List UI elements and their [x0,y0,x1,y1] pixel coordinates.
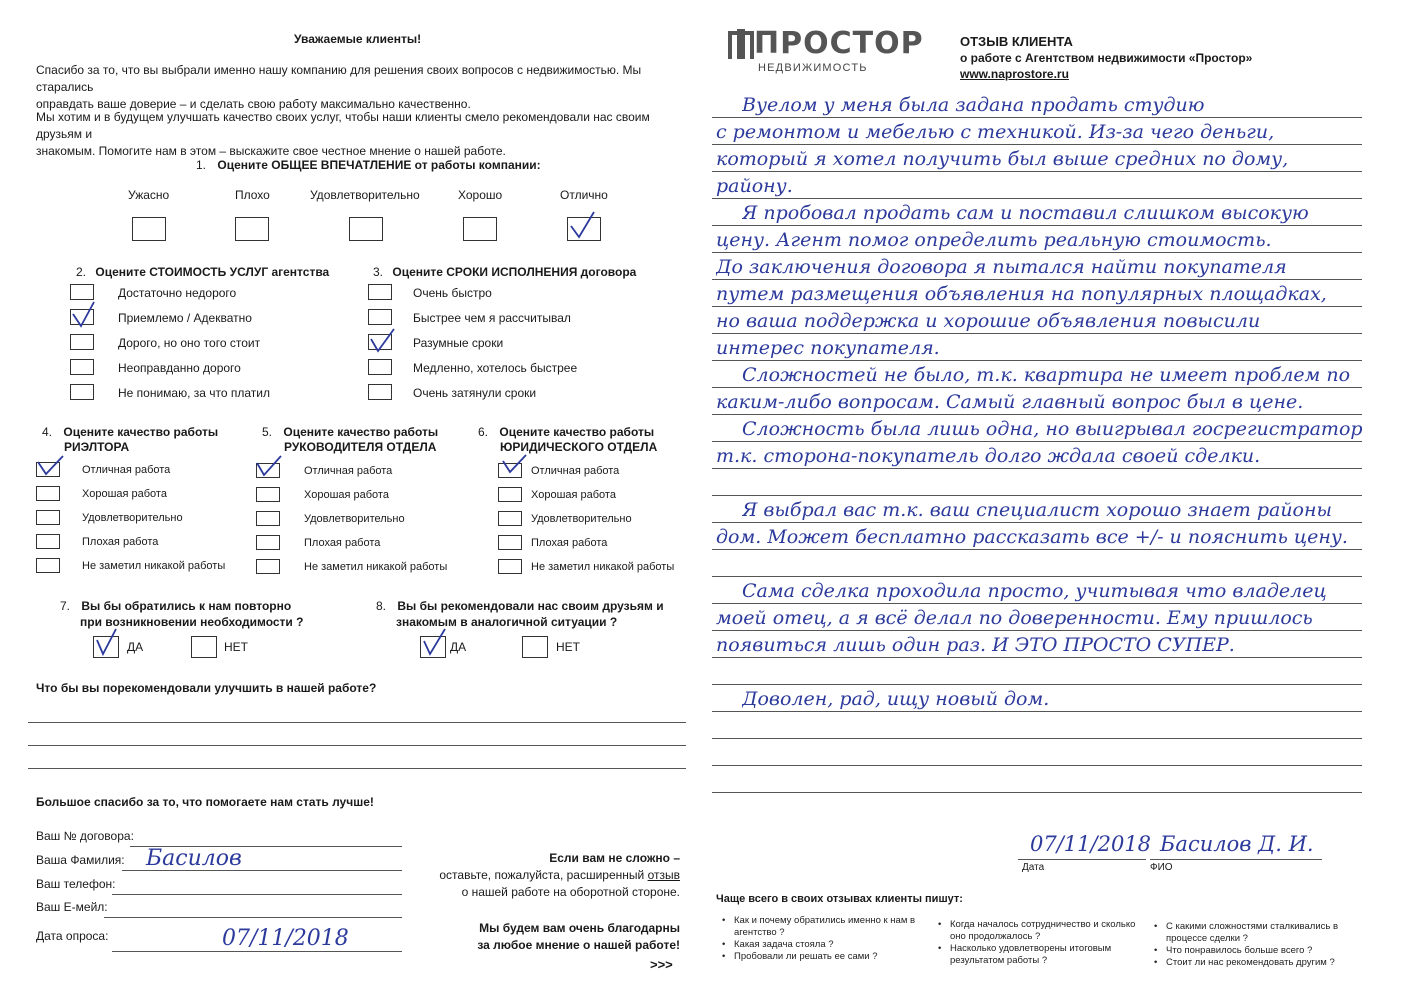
q2-label: Оцените СТОИМОСТЬ УСЛУГ агентства [95,265,330,279]
review-rule-line[interactable] [712,360,1362,361]
q6-option-label: Не заметил никакой работы [531,561,675,573]
q3-checkbox[interactable] [368,309,392,325]
q2-checkbox[interactable] [70,384,94,400]
hints-column-1 [734,915,924,963]
cta-line: Если вам не сложно – [549,851,680,865]
review-handwritten-line: району. [716,175,793,197]
review-handwritten-line: моей отец, а я всё делал по доверенности. Ему пришлось [716,607,1313,629]
q4-label: РИЭЛТОРА [64,440,130,454]
survey-date-handwritten: 07/11/2018 [222,926,349,951]
q5-label: РУКОВОДИТЕЛЯ ОТДЕЛА [284,440,437,454]
check-mark-icon [70,300,98,330]
q6-checkbox[interactable] [498,535,522,550]
review-handwritten-line: Сложностей не было, т.к. квартира не имеет проблем по [742,364,1351,386]
q3-option-label: Разумные сроки [413,336,504,350]
q2-number: 2. [76,265,87,279]
q1-title [196,158,541,172]
email-field[interactable] [104,917,402,918]
check-mark-icon [568,210,596,240]
review-rule-line[interactable] [712,225,1362,226]
q4-option-label: Плохая работа [82,536,159,548]
intro-paragraph-1 [36,62,676,113]
q1-option-label: Плохо [235,188,270,202]
q4-option-label: Хорошая работа [82,488,167,500]
check-mark-icon [421,628,449,658]
review-rule-line[interactable] [712,495,1362,496]
review-handwritten-line: но ваша поддержка и хорошие объявления повысили [716,310,1261,332]
hints-column-2 [950,919,1140,967]
hint-item: • Пробовали ли решать ее сами ? [734,951,924,963]
q1-option-label: Отлично [560,188,608,202]
signature-name-handwritten: Басилов Д. И. [1160,832,1314,856]
q4-option-label: Не заметил никакой работы [82,560,226,572]
signature-name-label: ФИО [1150,862,1173,873]
q5-number: 5. [262,425,273,439]
q5-label: Оцените качество работы [283,425,439,439]
q7-checkbox-no[interactable] [191,636,217,658]
hint-item: • Насколько удовлетворены итоговым результатом работы ? [950,943,1140,967]
hints-column-3 [1166,921,1356,969]
logo-text: ПРОСТОР [754,26,924,61]
review-rule-line[interactable] [712,414,1362,415]
review-rule-line[interactable] [712,603,1362,604]
review-rule-line[interactable] [712,792,1362,793]
review-rule-line[interactable] [712,117,1362,118]
q6-number: 6. [478,425,489,439]
grateful-line: Мы будем вам очень благодарны [479,921,680,935]
contract-label: Ваш № договора: [36,829,134,843]
review-rule-line[interactable] [712,711,1362,712]
check-mark-icon [254,453,282,483]
review-handwritten-line: который я хотел получить был выше средних по дому, [716,148,1289,170]
review-handwritten-line: Сложность была лишь одна, но выигрывал госрегистратор [742,418,1363,440]
logo-mark-icon [728,29,754,59]
signature-date-field[interactable] [1018,859,1146,860]
q7-label: при возникновении необходимости ? [80,615,304,629]
review-handwritten-line: с ремонтом и мебелью с техникой. Из-за чего деньги, [716,121,1275,143]
q5-checkbox[interactable] [256,487,280,502]
logo-subtitle: НЕДВИЖИМОСТЬ [758,62,868,74]
q1-option-label: Удовлетворительно [310,188,420,202]
q5-checkbox[interactable] [256,511,280,526]
q1-number: 1. [196,158,207,172]
website-link[interactable]: www.naprostore.ru [960,67,1069,81]
improve-line[interactable] [28,722,686,723]
review-handwritten-line: Я пробовал продать сам и поставил слишком высокую [742,202,1309,224]
intro-line: Мы хотим и в будущем улучшать качество своих услуг, чтобы наши клиенты смело рекомендовали нас своим друзьям и [36,110,650,141]
hint-item: • Что понравилось больше всего ? [1166,945,1356,957]
q4-checkbox[interactable] [36,486,60,501]
signature-date-label: Дата [1022,862,1045,873]
review-rule-line[interactable] [712,522,1362,523]
review-rule-line[interactable] [712,252,1362,253]
review-rule-line[interactable] [712,171,1362,172]
q3-option-label: Очень быстро [413,286,492,300]
check-mark-icon [368,327,396,357]
q6-checkbox[interactable] [498,559,522,574]
review-handwritten-line: Я выбрал вас т.к. ваш специалист хорошо знает районы [742,499,1332,521]
review-handwritten-line: т.к. сторона-покупатель долго ждала своей сделки. [716,445,1261,467]
date-label: Дата опроса: [36,929,109,943]
q5-checkbox[interactable] [256,535,280,550]
q2-option-label: Дорого, но оно того стоит [118,336,261,350]
q6-checkbox[interactable] [498,511,522,526]
q4-number: 4. [42,425,53,439]
q1-checkbox-bad[interactable] [235,217,269,241]
review-rule-line[interactable] [712,630,1362,631]
review-link[interactable]: отзыв [647,868,680,882]
intro-line: Спасибо за то, что вы выбрали именно нашу компанию для решения своих вопросов с недвижимостью. Мы старались [36,63,642,94]
cta-line: о нашей работе на оборотной стороне. [461,885,680,899]
q7-title [60,598,303,630]
q5-option-label: Плохая работа [304,537,381,549]
q6-option-label: Отличная работа [531,465,620,477]
intro-paragraph-2 [36,109,676,160]
q3-option-label: Быстрее чем я рассчитывал [413,311,571,325]
q1-label: Оцените ОБЩЕЕ ВПЕЧАТЛЕНИЕ от работы компании: [217,158,541,172]
improve-line[interactable] [28,745,686,746]
arrows-icon: >>> [650,957,673,972]
q4-title [42,425,218,455]
review-rule-line[interactable] [712,684,1362,685]
cta-line: оставьте, пожалуйста, расширенный [439,868,645,882]
q1-checkbox-satisfactory[interactable] [349,217,383,241]
review-rule-line[interactable] [712,198,1362,199]
q6-title [478,425,657,455]
intro-line: знакомым. Помогите нам в этом – выскажите свое честное мнение о нашей работе. [36,144,506,158]
q3-number: 3. [373,265,384,279]
q6-option-label: Удовлетворительно [531,513,632,525]
signature-name-field[interactable] [1150,859,1322,860]
review-rule-line[interactable] [712,576,1362,577]
q2-checkbox[interactable] [70,284,94,300]
hint-item: • Как и почему обратились именно к нам в агентство ? [734,915,924,939]
review-rule-line[interactable] [712,549,1362,550]
q3-checkbox[interactable] [368,284,392,300]
q1-option-label: Хорошо [458,188,503,202]
q8-yes-label: ДА [450,640,467,654]
brand-logo [728,28,924,74]
review-header [960,34,1252,82]
date-field[interactable] [112,951,402,952]
q2-option-label: Приемлемо / Адекватно [118,311,252,325]
q1-checkbox-good[interactable] [463,217,497,241]
review-handwritten-line: Вуелом у меня была задана продать студию [742,94,1205,116]
q6-option-label: Хорошая работа [531,489,616,501]
q8-checkbox-no[interactable] [522,636,548,658]
q5-title [262,425,438,455]
q3-option-label: Очень затянули сроки [413,386,537,400]
q8-no-label: НЕТ [556,640,580,654]
q2-checkbox[interactable] [70,334,94,350]
email-label: Ваш Е-мейл: [36,900,108,914]
review-title: ОТЗЫВ КЛИЕНТА [960,34,1073,49]
hint-item: • Стоит ли нас рекомендовать другим ? [1166,957,1356,969]
q1-option-label: Ужасно [128,188,170,202]
review-rule-line[interactable] [712,657,1362,658]
q6-option-label: Плохая работа [531,537,608,549]
q2-checkbox[interactable] [70,359,94,375]
q2-option-label: Неоправданно дорого [118,361,241,375]
q6-label: ЮРИДИЧЕСКОГО ОТДЕЛА [500,440,658,454]
q8-label: знакомым в аналогичной ситуации ? [396,615,618,629]
thanks-text: Большое спасибо за то, что помогаете нам стать лучше! [36,795,374,809]
review-handwritten-line: Доволен, рад, ищу новый дом. [742,688,1050,710]
q4-label: Оцените качество работы [63,425,219,439]
cta-block [420,850,680,901]
review-handwritten-line: интерес покупателя. [716,337,940,359]
hint-item: • С какими сложностями сталкивались в процессе сделки ? [1166,921,1356,945]
phone-field[interactable] [112,894,402,895]
q5-option-label: Отличная работа [304,465,393,477]
greeting-title: Уважаемые клиенты! [294,32,422,46]
review-handwritten-line: каким-либо вопросам. Самый главный вопрос был в цене. [716,391,1304,413]
improve-label: Что бы вы порекомендовали улучшить в нашей работе? [36,681,377,695]
review-rule-line[interactable] [712,468,1362,469]
review-subtitle: о работе с Агентством недвижимости «Простор» [960,51,1253,65]
q8-title [376,598,664,630]
q3-label: Оцените СРОКИ ИСПОЛНЕНИЯ договора [392,265,637,279]
surname-handwritten: Басилов [146,846,242,871]
check-mark-icon [94,628,122,658]
q5-option-label: Хорошая работа [304,489,389,501]
check-mark-icon [36,452,64,482]
intro-line: оправдать ваше доверие – и сделать свою работу максимально качественно. [36,97,471,111]
review-handwritten-line: До заключения договора я пытался найти покупателя [716,256,1287,278]
q2-option-label: Достаточно недорого [118,286,237,300]
q4-option-label: Удовлетворительно [82,512,183,524]
q2-option-label: Не понимаю, за что платил [118,386,271,400]
q5-checkbox[interactable] [256,559,280,574]
q1-checkbox-awful[interactable] [132,217,166,241]
review-rule-line[interactable] [712,441,1362,442]
review-rule-line[interactable] [712,306,1362,307]
check-mark-icon [500,452,528,482]
review-rule-line[interactable] [712,765,1362,766]
q3-title [373,265,636,279]
q4-option-label: Отличная работа [82,464,171,476]
q7-yes-label: ДА [127,640,144,654]
review-rule-line[interactable] [712,387,1362,388]
q8-number: 8. [376,599,387,613]
grateful-line: за любое мнение о нашей работе! [477,938,680,952]
q5-option-label: Не заметил никакой работы [304,561,448,573]
q2-title [76,265,329,279]
review-rule-line[interactable] [712,279,1362,280]
signature-date-handwritten: 07/11/2018 [1030,832,1152,856]
q7-number: 7. [60,599,71,613]
q7-label: Вы бы обратились к нам повторно [81,599,292,613]
q6-label: Оцените качество работы [499,425,655,439]
phone-label: Ваш телефон: [36,877,116,891]
review-rule-line[interactable] [712,738,1362,739]
review-rule-line[interactable] [712,144,1362,145]
q7-no-label: НЕТ [224,640,248,654]
grateful-block [420,920,680,954]
review-handwritten-line: цену. Агент помог определить реальную стоимость. [716,229,1272,251]
review-handwritten-line: Сама сделка проходила просто, учитывая что владелец [742,580,1327,602]
q8-label: Вы бы рекомендовали нас своим друзьям и [397,599,664,613]
improve-line[interactable] [28,768,686,769]
review-rule-line[interactable] [712,333,1362,334]
hint-item: • Какая задача стояла ? [734,939,924,951]
surname-label: Ваша Фамилия: [36,853,125,867]
review-handwritten-line: дом. Может бесплатно рассказать все +/- и пояснить цену. [716,526,1348,548]
q5-option-label: Удовлетворительно [304,513,405,525]
review-handwritten-line: путем размещения объявления на популярных площадках, [716,283,1327,305]
hints-title: Чаще всего в своих отзывах клиенты пишут: [716,893,963,905]
q4-checkbox[interactable] [36,510,60,525]
q4-checkbox[interactable] [36,558,60,573]
q3-option-label: Медленно, хотелось быстрее [413,361,578,375]
q3-checkbox[interactable] [368,359,392,375]
q6-checkbox[interactable] [498,487,522,502]
q4-checkbox[interactable] [36,534,60,549]
hint-item: • Когда началось сотрудничество и сколько оно продолжалось ? [950,919,1140,943]
review-handwritten-line: появиться лишь один раз. И ЭТО ПРОСТО СУПЕР. [716,634,1235,656]
q3-checkbox[interactable] [368,384,392,400]
